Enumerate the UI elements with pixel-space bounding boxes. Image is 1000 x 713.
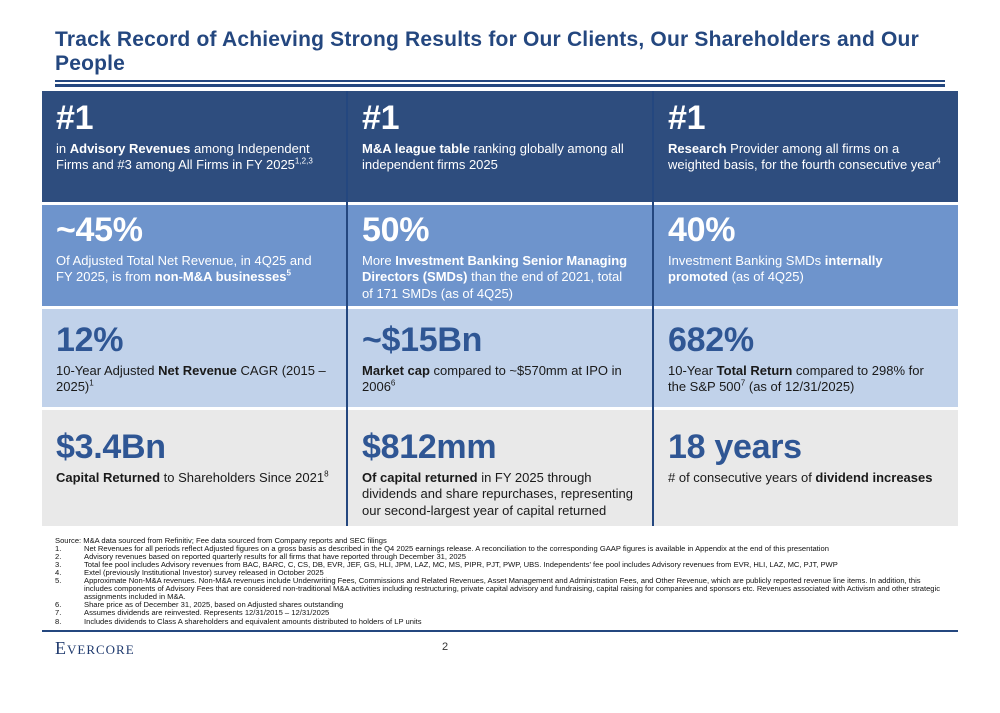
- stat-cell-advisory-revenues: [42, 91, 346, 202]
- stat-cell-market-cap: [348, 309, 652, 407]
- stat-body: Research Provider among all firms on a weighted basis, for the fourth consecutive year$^4$: [668, 140, 941, 173]
- stat-body: Market cap compared to ~$570mm at IPO in 2006$^6$: [362, 362, 622, 395]
- stat-headline: $812mm: [362, 428, 497, 467]
- footnote-item: [55, 618, 945, 626]
- stat-headline: $3.4Bn: [56, 428, 166, 467]
- footnote-number: 1.: [55, 544, 62, 554]
- footnote-number: 4.: [55, 568, 62, 578]
- stat-headline: #1: [362, 99, 400, 138]
- footnote-number: 6.: [55, 600, 62, 610]
- footnote-number: 5.: [55, 576, 62, 586]
- stat-body: in Advisory Revenues among Independent Firms and #3 among All Firms in FY 2025$^{1,2,3}$: [56, 140, 313, 173]
- stat-cell-net-revenue-cagr: [42, 309, 346, 407]
- stat-body: Investment Banking SMDs internally promoted (as of 4Q25): [668, 252, 883, 285]
- footnote-text: Share price as of December 31, 2025, based on Adjusted shares outstanding: [84, 600, 344, 610]
- stats-column-3: [652, 91, 958, 526]
- stat-headline: 40%: [668, 211, 736, 250]
- footnote-number: 2.: [55, 552, 62, 562]
- stat-headline: 18 years: [668, 428, 802, 467]
- evercore-logo: Evercore: [55, 637, 135, 658]
- footnote-number: 3.: [55, 560, 62, 570]
- stat-body: Capital Returned to Shareholders Since 2021$^8$: [56, 469, 329, 485]
- footnote-text: Extel (previously Institutional Investor) survey released in October 2025: [84, 568, 324, 578]
- stats-column-1: [42, 91, 346, 526]
- stats-grid: [42, 91, 958, 526]
- stats-column-2: [346, 91, 652, 526]
- stat-headline: ~$15Bn: [362, 321, 483, 360]
- page-title: Track Record of Achieving Strong Results for Our Clients, Our Shareholders and Our People: [55, 28, 919, 75]
- stat-headline: 682%: [668, 321, 754, 360]
- footnote-number: 8.: [55, 616, 62, 626]
- stat-cell-smd-growth: [348, 205, 652, 306]
- stat-cell-total-return: [654, 309, 958, 407]
- stat-cell-dividend-increases: [654, 410, 958, 526]
- footnote-text: Assumes dividends are reinvested. Represents 12/31/2015 – 12/31/2025: [84, 608, 330, 618]
- title-underline: [55, 80, 945, 87]
- title-underline-top: [55, 80, 945, 82]
- stat-cell-capital-returned-since-2021: [42, 410, 346, 526]
- stat-cell-ma-league-table: [348, 91, 652, 202]
- footer-rule: [42, 630, 958, 632]
- footnotes: [55, 537, 945, 626]
- stat-headline: 50%: [362, 211, 430, 250]
- footnote-text: Includes dividends to Class A shareholders and equivalent amounts distributed to holders of LP units: [84, 616, 422, 626]
- stat-headline: ~45%: [56, 211, 143, 250]
- stat-cell-capital-returned-fy2025: [348, 410, 652, 526]
- footnote-text: Advisory revenues based on reported quarterly results for all firms that have reported through December 31, 2025: [84, 552, 467, 562]
- stat-body: Of Adjusted Total Net Revenue, in 4Q25 and FY 2025, is from non-M&A businesses$^5$: [56, 252, 312, 285]
- stat-cell-smd-internal-promotion: [654, 205, 958, 306]
- footnote-text: Total fee pool includes Advisory revenues from BAC, BARC, C, CS, DB, EVR, JEF, GS, HLI, JPM, LAZ, MC, MS, PIPR, PJT, PWP, UBS. Independents' fee pool includes Advisory revenues from EVR, HLI, LAZ, MC, PJT, PWP: [84, 560, 838, 570]
- source-text: Source: M&A data sourced from Refinitiv; Fee data sourced from Company reports and SEC filings: [55, 536, 387, 546]
- stat-body: Of capital returned in FY 2025 through dividends and share repurchases, representing our second-largest year of capital returned: [362, 469, 634, 518]
- stat-cell-non-ma-revenue: [42, 205, 346, 306]
- stat-body: More Investment Banking Senior Managing Directors (SMDs) than the end of 2021, total of 171 SMDs (as of 4Q25): [362, 252, 628, 301]
- stat-body: 10-Year Total Return compared to 298% for the S&P $500^7$ (as of 12/31/2025): [668, 362, 924, 395]
- stat-body: M&A league table ranking globally among all independent firms 2025: [362, 140, 624, 173]
- footnote-number: 7.: [55, 608, 62, 618]
- stat-headline: #1: [668, 99, 706, 138]
- slide: [0, 28, 1000, 713]
- title-underline-bottom: [55, 84, 945, 87]
- footer: [55, 638, 945, 660]
- stat-body: # of consecutive years of dividend increases: [668, 469, 933, 485]
- page-number: 2: [441, 640, 449, 653]
- footnote-item: [55, 577, 945, 601]
- stat-headline: 12%: [56, 321, 124, 360]
- stat-headline: #1: [56, 99, 94, 138]
- stat-body: 10-Year Adjusted Net Revenue CAGR (2015 – 2025)$^1$: [56, 362, 326, 395]
- stat-cell-research-provider: [654, 91, 958, 202]
- footnote-text: Net Revenues for all periods reflect Adjusted figures on a gross basis as described in the Q4 2025 earnings release. A reconciliation to the corresponding GAAP figures is available in Appendix at the end of this presentation: [84, 544, 829, 554]
- footnote-text: Approximate Non-M&A revenues. Non-M&A revenues include Underwriting Fees, Commissions and Related Revenues, Asset Management and Administration Fees, and Other Revenue, which are publicly reported revenue line items. In addition, this includes components of Advisory Fees that are considered non-traditional M&A activities including restructuring, private capital advisory and fundraising, capital raising for companies and sponsors etc. Revenues associated with Activism and other strategic assignments included in M&A.: [84, 576, 941, 602]
